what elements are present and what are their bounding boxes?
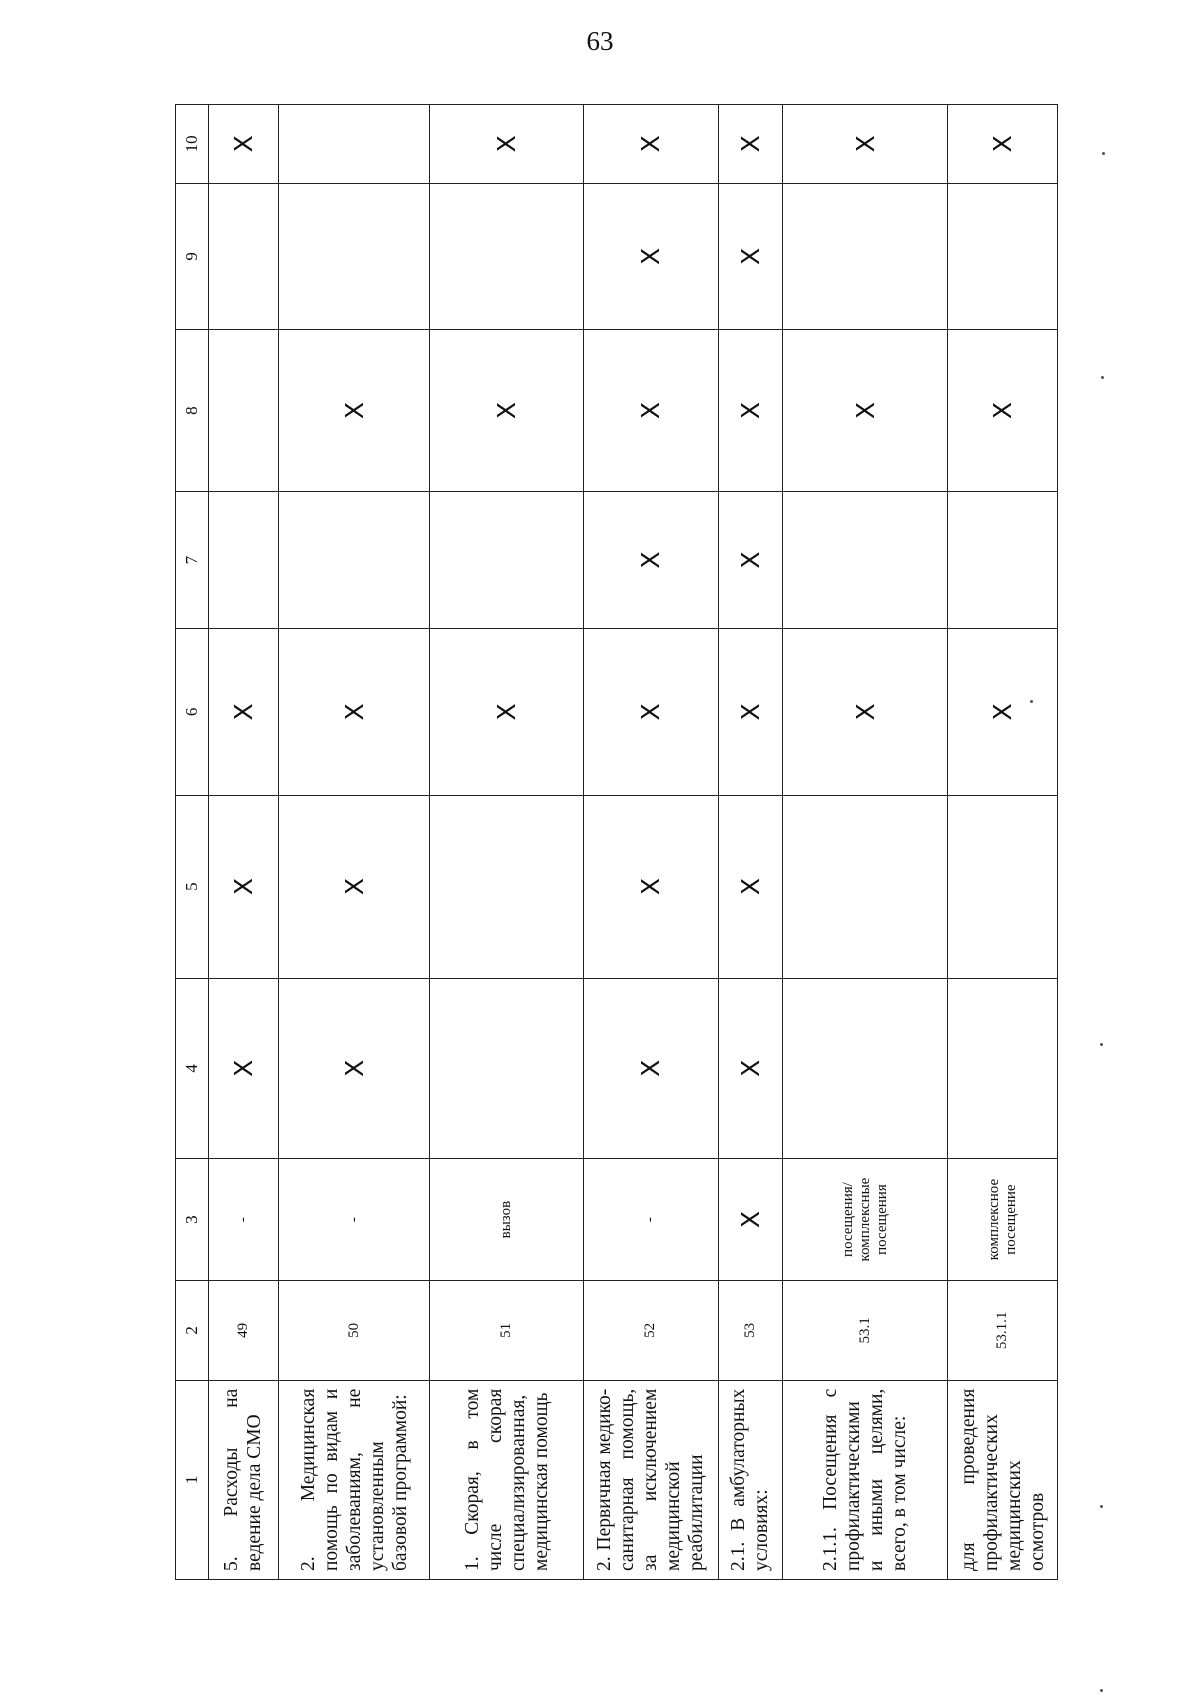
value-cell: X	[209, 795, 279, 978]
line-number-cell: 52	[583, 1281, 718, 1381]
value-cell: X	[278, 978, 429, 1159]
value-cell	[209, 330, 279, 492]
scan-speck	[1101, 376, 1104, 379]
row-name-cell: 1. Скорая, в том числе скорая специализированная, медицинская помощь	[430, 1380, 584, 1579]
line-number-cell: 50	[278, 1281, 429, 1381]
unit-cell: -	[278, 1159, 429, 1281]
value-cell: X	[583, 629, 718, 795]
data-table	[175, 104, 1058, 1580]
value-cell: X	[718, 629, 783, 795]
value-cell: X	[718, 795, 783, 978]
value-cell: X	[583, 330, 718, 492]
line-number-cell: 53.1.1	[948, 1281, 1058, 1381]
table-row	[430, 105, 584, 1580]
value-cell	[783, 183, 948, 330]
value-cell: X	[209, 978, 279, 1159]
line-number-cell: 53	[718, 1281, 783, 1381]
value-cell	[430, 795, 584, 978]
value-cell	[278, 491, 429, 628]
header-cell: 6	[176, 629, 209, 795]
value-cell: X	[718, 491, 783, 628]
header-cell: 3	[176, 1159, 209, 1281]
line-number-cell: 53.1	[783, 1281, 948, 1381]
header-cell: 8	[176, 330, 209, 492]
unit-cell: комплексное посещение	[948, 1159, 1058, 1281]
scan-speck	[1102, 152, 1105, 155]
value-cell: X	[783, 105, 948, 184]
value-cell: X	[583, 978, 718, 1159]
value-cell	[948, 183, 1058, 330]
unit-cell: X	[718, 1159, 783, 1281]
value-cell: X	[783, 330, 948, 492]
value-cell: X	[718, 105, 783, 184]
value-cell	[430, 978, 584, 1159]
value-cell: X	[583, 183, 718, 330]
unit-cell: вызов	[430, 1159, 584, 1281]
scan-speck	[1030, 700, 1033, 703]
row-name-cell: 5. Расходы на ведение дела СМО	[209, 1380, 279, 1579]
table-row	[278, 105, 429, 1580]
header-cell: 5	[176, 795, 209, 978]
row-name-cell: для проведения профилактических медицинских осмотров	[948, 1380, 1058, 1579]
header-cell: 7	[176, 491, 209, 628]
row-name-cell: 2. Первичная медико-санитарная помощь, за исключением медицинской реабилитации	[583, 1380, 718, 1579]
value-cell	[430, 183, 584, 330]
value-cell	[783, 795, 948, 978]
value-cell: X	[583, 795, 718, 978]
table-container	[175, 104, 1058, 1580]
table-row	[718, 105, 783, 1580]
value-cell: X	[430, 330, 584, 492]
table-row	[209, 105, 279, 1580]
scan-speck	[1100, 1043, 1103, 1046]
page-number: 63	[586, 26, 614, 56]
value-cell: X	[783, 629, 948, 795]
header-cell: 10	[176, 105, 209, 184]
header-cell: 9	[176, 183, 209, 330]
value-cell: X	[430, 629, 584, 795]
value-cell: X	[209, 629, 279, 795]
value-cell: X	[278, 629, 429, 795]
value-cell: X	[948, 629, 1058, 795]
value-cell: X	[718, 330, 783, 492]
value-cell: X	[948, 105, 1058, 184]
value-cell	[948, 978, 1058, 1159]
value-cell: X	[718, 183, 783, 330]
scan-speck	[1100, 1689, 1103, 1692]
table-row	[583, 105, 718, 1580]
value-cell	[430, 491, 584, 628]
header-cell: 4	[176, 978, 209, 1159]
unit-cell: посещения/ комплексные посещения	[783, 1159, 948, 1281]
line-number-cell: 51	[430, 1281, 584, 1381]
unit-cell: -	[583, 1159, 718, 1281]
value-cell: X	[718, 978, 783, 1159]
value-cell	[783, 491, 948, 628]
header-row	[176, 105, 209, 1580]
header-cell: 2	[176, 1281, 209, 1381]
table-row	[948, 105, 1058, 1580]
line-number-cell: 49	[209, 1281, 279, 1381]
table-row	[783, 105, 948, 1580]
value-cell: X	[278, 330, 429, 492]
scan-speck	[1100, 1505, 1103, 1508]
unit-cell: -	[209, 1159, 279, 1281]
value-cell: X	[583, 491, 718, 628]
value-cell	[209, 183, 279, 330]
row-name-cell: 2. Медицинская помощь по видам и заболеваниям, не установленным базовой программой:	[278, 1380, 429, 1579]
value-cell: X	[948, 330, 1058, 492]
value-cell	[948, 491, 1058, 628]
row-name-cell: 2.1.1. Посещения с профилактическими и иными целями, всего, в том числе:	[783, 1380, 948, 1579]
value-cell	[209, 491, 279, 628]
value-cell	[278, 183, 429, 330]
value-cell: X	[278, 795, 429, 978]
value-cell	[783, 978, 948, 1159]
header-cell: 1	[176, 1380, 209, 1579]
value-cell	[948, 795, 1058, 978]
value-cell: X	[209, 105, 279, 184]
value-cell	[278, 105, 429, 184]
row-name-cell: 2.1. В амбулаторных условиях:	[718, 1380, 783, 1579]
value-cell: X	[583, 105, 718, 184]
value-cell: X	[430, 105, 584, 184]
